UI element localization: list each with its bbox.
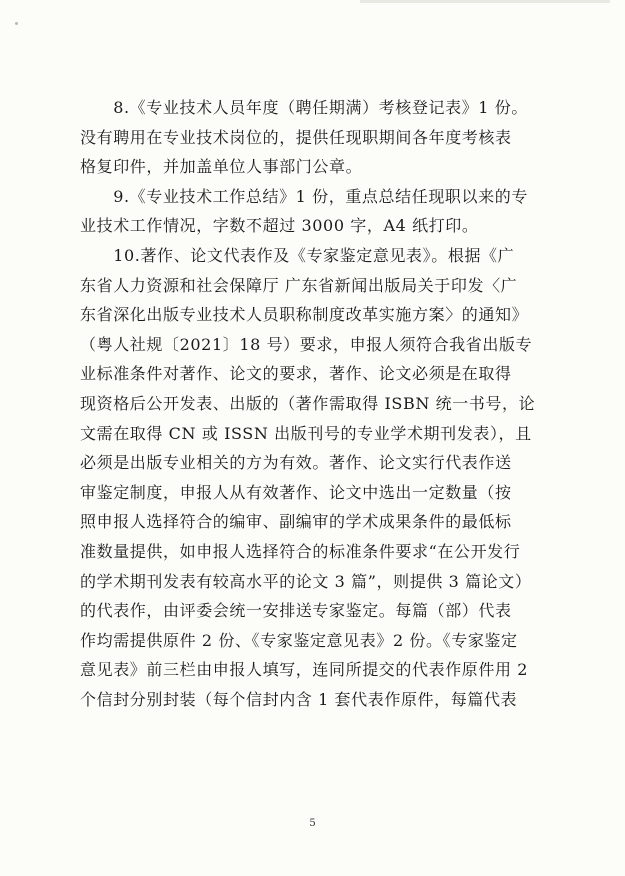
paragraph-item-9 <box>80 182 550 241</box>
text-line: 作均需提供原件 2 份、《专家鉴定意见表》2 份。《专家鉴定 <box>80 630 518 650</box>
text-line: 的学术期刊发表有较高水平的论文 3 篇”，则提供 3 篇论文） <box>80 571 532 591</box>
document-body <box>80 93 550 714</box>
text-line: 意见表》前三栏由申报人填写，连同所提交的代表作原件用 2 <box>80 660 529 680</box>
text-line: 东省深化出版专业技术人员职称制度改革实施方案〉的通知》 <box>80 305 529 325</box>
text-line: 审鉴定制度，申报人从有效著作、论文中选出一定数量（按 <box>80 482 512 502</box>
text-line: 文需在取得 CN 或 ISSN 出版刊号的专业学术期刊发表），且 <box>80 423 532 443</box>
text-line: 没有聘用在专业技术岗位的，提供任现职期间各年度考核表 <box>80 127 512 147</box>
page-number: 5 <box>309 818 316 829</box>
text-line: 必须是出版专业相关的方为有效。著作、论文实行代表作送 <box>80 453 512 473</box>
text-line: 准数量提供，如申报人选择符合的标准条件要求“在公开发行 <box>80 541 521 561</box>
text-line: 9.《专业技术工作总结》1 份，重点总结任现职以来的专 <box>80 186 528 206</box>
paragraph-item-10 <box>80 241 550 715</box>
text-line: （粤人社规〔2021〕18 号）要求，申报人须符合我省出版专 <box>80 334 533 354</box>
text-line: 现资格后公开发表、出版的（著作需取得 ISBN 统一书号，论 <box>80 393 536 413</box>
text-line: 10.著作、论文代表作及《专家鉴定意见表》。根据《广 <box>80 245 515 265</box>
text-line: 业技术工作情况，字数不超过 3000 字，A4 纸打印。 <box>80 216 479 236</box>
text-line: 格复印件，并加盖单位人事部门公章。 <box>80 157 363 177</box>
paragraph-item-8 <box>80 93 550 182</box>
text-line: 照申报人选择符合的编审、副编审的学术成果条件的最低标 <box>80 512 512 532</box>
text-line: 8.《专业技术人员年度（聘任期满）考核登记表》1 份。 <box>80 98 528 117</box>
scan-edge-mark <box>360 0 610 3</box>
text-line: 东省人力资源和社会保障厅 广东省新闻出版局关于印发〈广 <box>80 275 518 295</box>
text-line: 业标准条件对著作、论文的要求，著作、论文必须是在取得 <box>80 364 512 384</box>
text-line: 个信封分别封装（每个信封内含 1 套代表作原件，每篇代表 <box>80 689 518 709</box>
scan-speck <box>15 22 18 25</box>
text-line: 的代表作，由评委会统一安排送专家鉴定。每篇（部）代表 <box>80 601 512 621</box>
